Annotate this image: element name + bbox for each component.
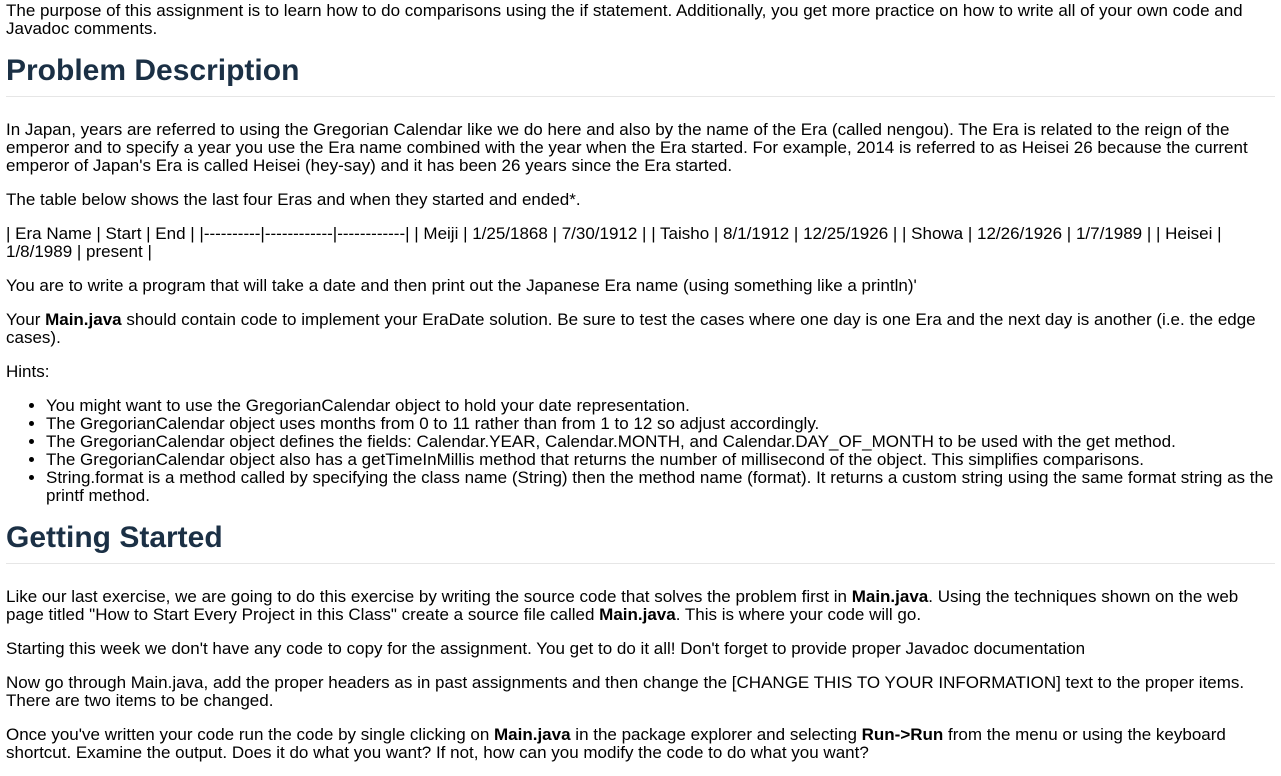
getting-started-paragraph-2: Starting this week we don't have any code to copy for the assignment. You get to do it all! Don't forget to provide proper Javadoc documentation (6, 639, 1086, 658)
getting-started-paragraph-4: Once you've written your code run the code by single clicking on Main.java in the package explorer and selecting Run->Run from the menu or using the keyboard shortcut. Examine the output. Does it do what you want? If not, how can you modify the code to do what you want? (6, 725, 1226, 762)
list-item: • The GregorianCalendar object also has a getTimeInMillis method that returns the number of millisecond of the object. This simplifies comparisons. (46, 451, 1275, 469)
era-table-text: | Era Name | Start | End | |----------|------------|------------| | Meiji | 1/25/1868 | 7/30/1912 | | Taisho | 8/1/1912 | 12/25/1926 | | Showa | 12/26/1926 | 1/7/1989 | | Heisei | 1/8/1989 | present | (6, 224, 1222, 261)
table-intro-paragraph: The table below shows the last four Eras and when they started and ended*. (6, 190, 581, 209)
main-java-bold: Main.java (45, 310, 122, 329)
program-task-paragraph: You are to write a program that will take a date and then print out the Japanese Era name (using something like a println)' (6, 276, 917, 295)
problem-description-heading: Problem Description (6, 54, 1275, 97)
getting-started-paragraph-1: Like our last exercise, we are going to do this exercise by writing the source code that solves the problem first in Main.java. Using the techniques shown on the web page titled "How to Start Every Project in this Class" create a source file called Main.java. This is where your code will go. (6, 587, 1239, 624)
intro-paragraph: The purpose of this assignment is to learn how to do comparisons using the if statement. Additionally, you get more practice on how to write all of your own code and Javadoc comments. (6, 1, 1243, 38)
hints-list (6, 397, 1275, 505)
main-java-paragraph: Your Main.java should contain code to implement your EraDate solution. Be sure to test the cases where one day is one Era and the next day is another (i.e. the edge cases). (6, 310, 1256, 347)
list-item: • You might want to use the GregorianCalendar object to hold your date representation. (46, 397, 1275, 415)
list-item: • The GregorianCalendar object uses months from 0 to 11 rather than from 1 to 12 so adjust accordingly. (46, 415, 1275, 433)
getting-started-heading: Getting Started (6, 521, 1275, 564)
list-item: • The GregorianCalendar object defines the fields: Calendar.YEAR, Calendar.MONTH, and Calendar.DAY_OF_MONTH to be used with the get method. (46, 433, 1275, 451)
hints-label: Hints: (6, 362, 50, 381)
getting-started-paragraph-3: Now go through Main.java, add the proper headers as in past assignments and then change the [CHANGE THIS TO YOUR INFORMATION] text to the proper items. There are two items to be changed. (6, 673, 1245, 710)
japan-era-paragraph: In Japan, years are referred to using the Gregorian Calendar like we do here and also by the name of the Era (called nengou). The Era is related to the reign of the emperor and to specify a year you use the Era name combined with the year when the Era started. For example, 2014 is referred to as Heisei 26 because the current emperor of Japan's Era is called Heisei (hey-say) and it has been 26 years since the Era started. (6, 120, 1248, 175)
list-item: • String.format is a method called by specifying the class name (String) then the method name (format). It returns a custom string using the same format string as the printf method. (46, 469, 1275, 505)
